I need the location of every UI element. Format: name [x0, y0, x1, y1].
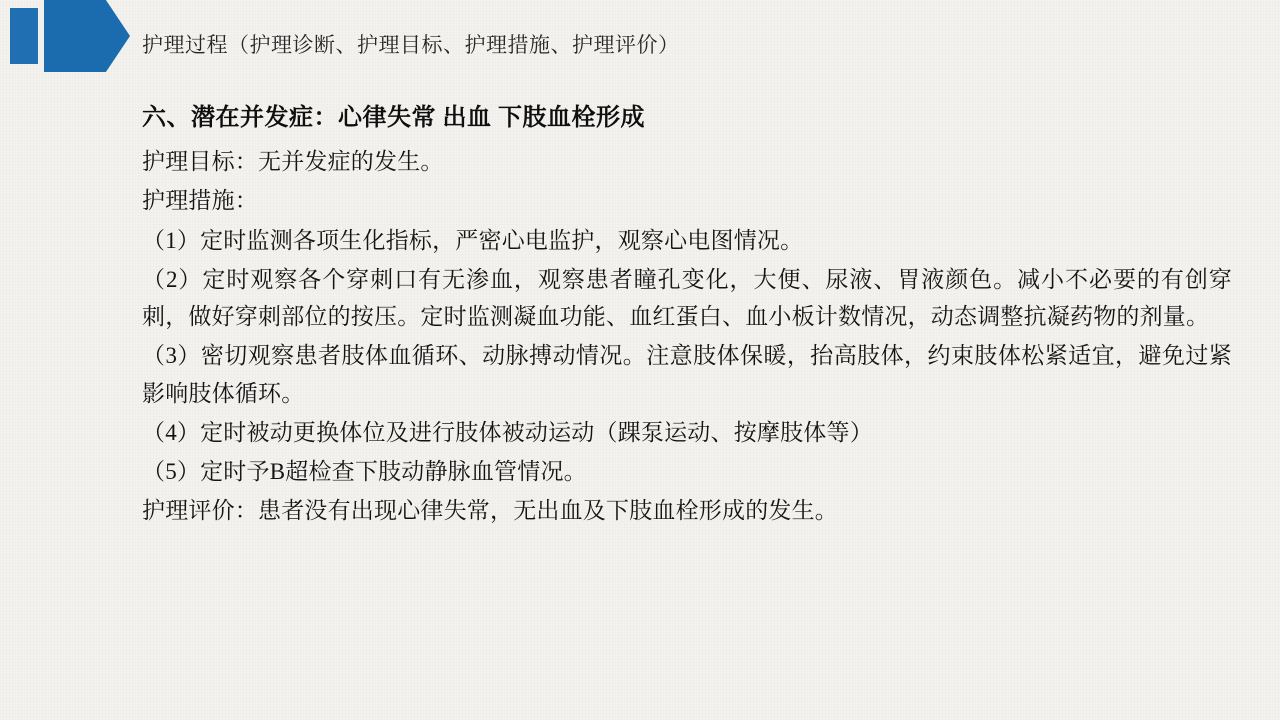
header-decoration	[0, 0, 130, 78]
measure-item: （4）定时被动更换体位及进行肢体被动运动（踝泵运动、按摩肢体等）	[142, 419, 873, 445]
measure-item: （5）定时予B超检查下肢动静脉血管情况。	[142, 459, 587, 485]
slide-content	[142, 100, 1232, 532]
measure-item: （3）密切观察患者肢体血循环、动脉搏动情况。注意肢体保暖，抬高肢体，约束肢体松紧适宜，避免过紧影响肢体循环。	[142, 343, 1232, 406]
nursing-evaluation-line: 护理评价：患者没有出现心律失常，无出血及下肢血栓形成的发生。	[142, 498, 838, 524]
measure-item: （1）定时监测各项生化指标，严密心电监护，观察心电图情况。	[142, 227, 804, 253]
section-heading: 六、潜在并发症：心律失常 出血 下肢血栓形成	[142, 105, 645, 131]
nursing-measures-label: 护理措施：	[142, 188, 258, 214]
decoration-arrow-icon	[44, 0, 130, 72]
measure-item: （2）定时观察各个穿刺口有无渗血，观察患者瞳孔变化，大便、尿液、胃液颜色。减小不必要的有创穿刺，做好穿刺部位的按压。定时监测凝血功能、血红蛋白、血小板计数情况，动态调整抗凝药物的剂量。	[142, 266, 1232, 330]
slide-header-title: 护理过程（护理诊断、护理目标、护理措施、护理评价）	[142, 33, 680, 57]
nursing-goal-line: 护理目标：无并发症的发生。	[142, 149, 444, 175]
decoration-square-icon	[10, 8, 38, 64]
